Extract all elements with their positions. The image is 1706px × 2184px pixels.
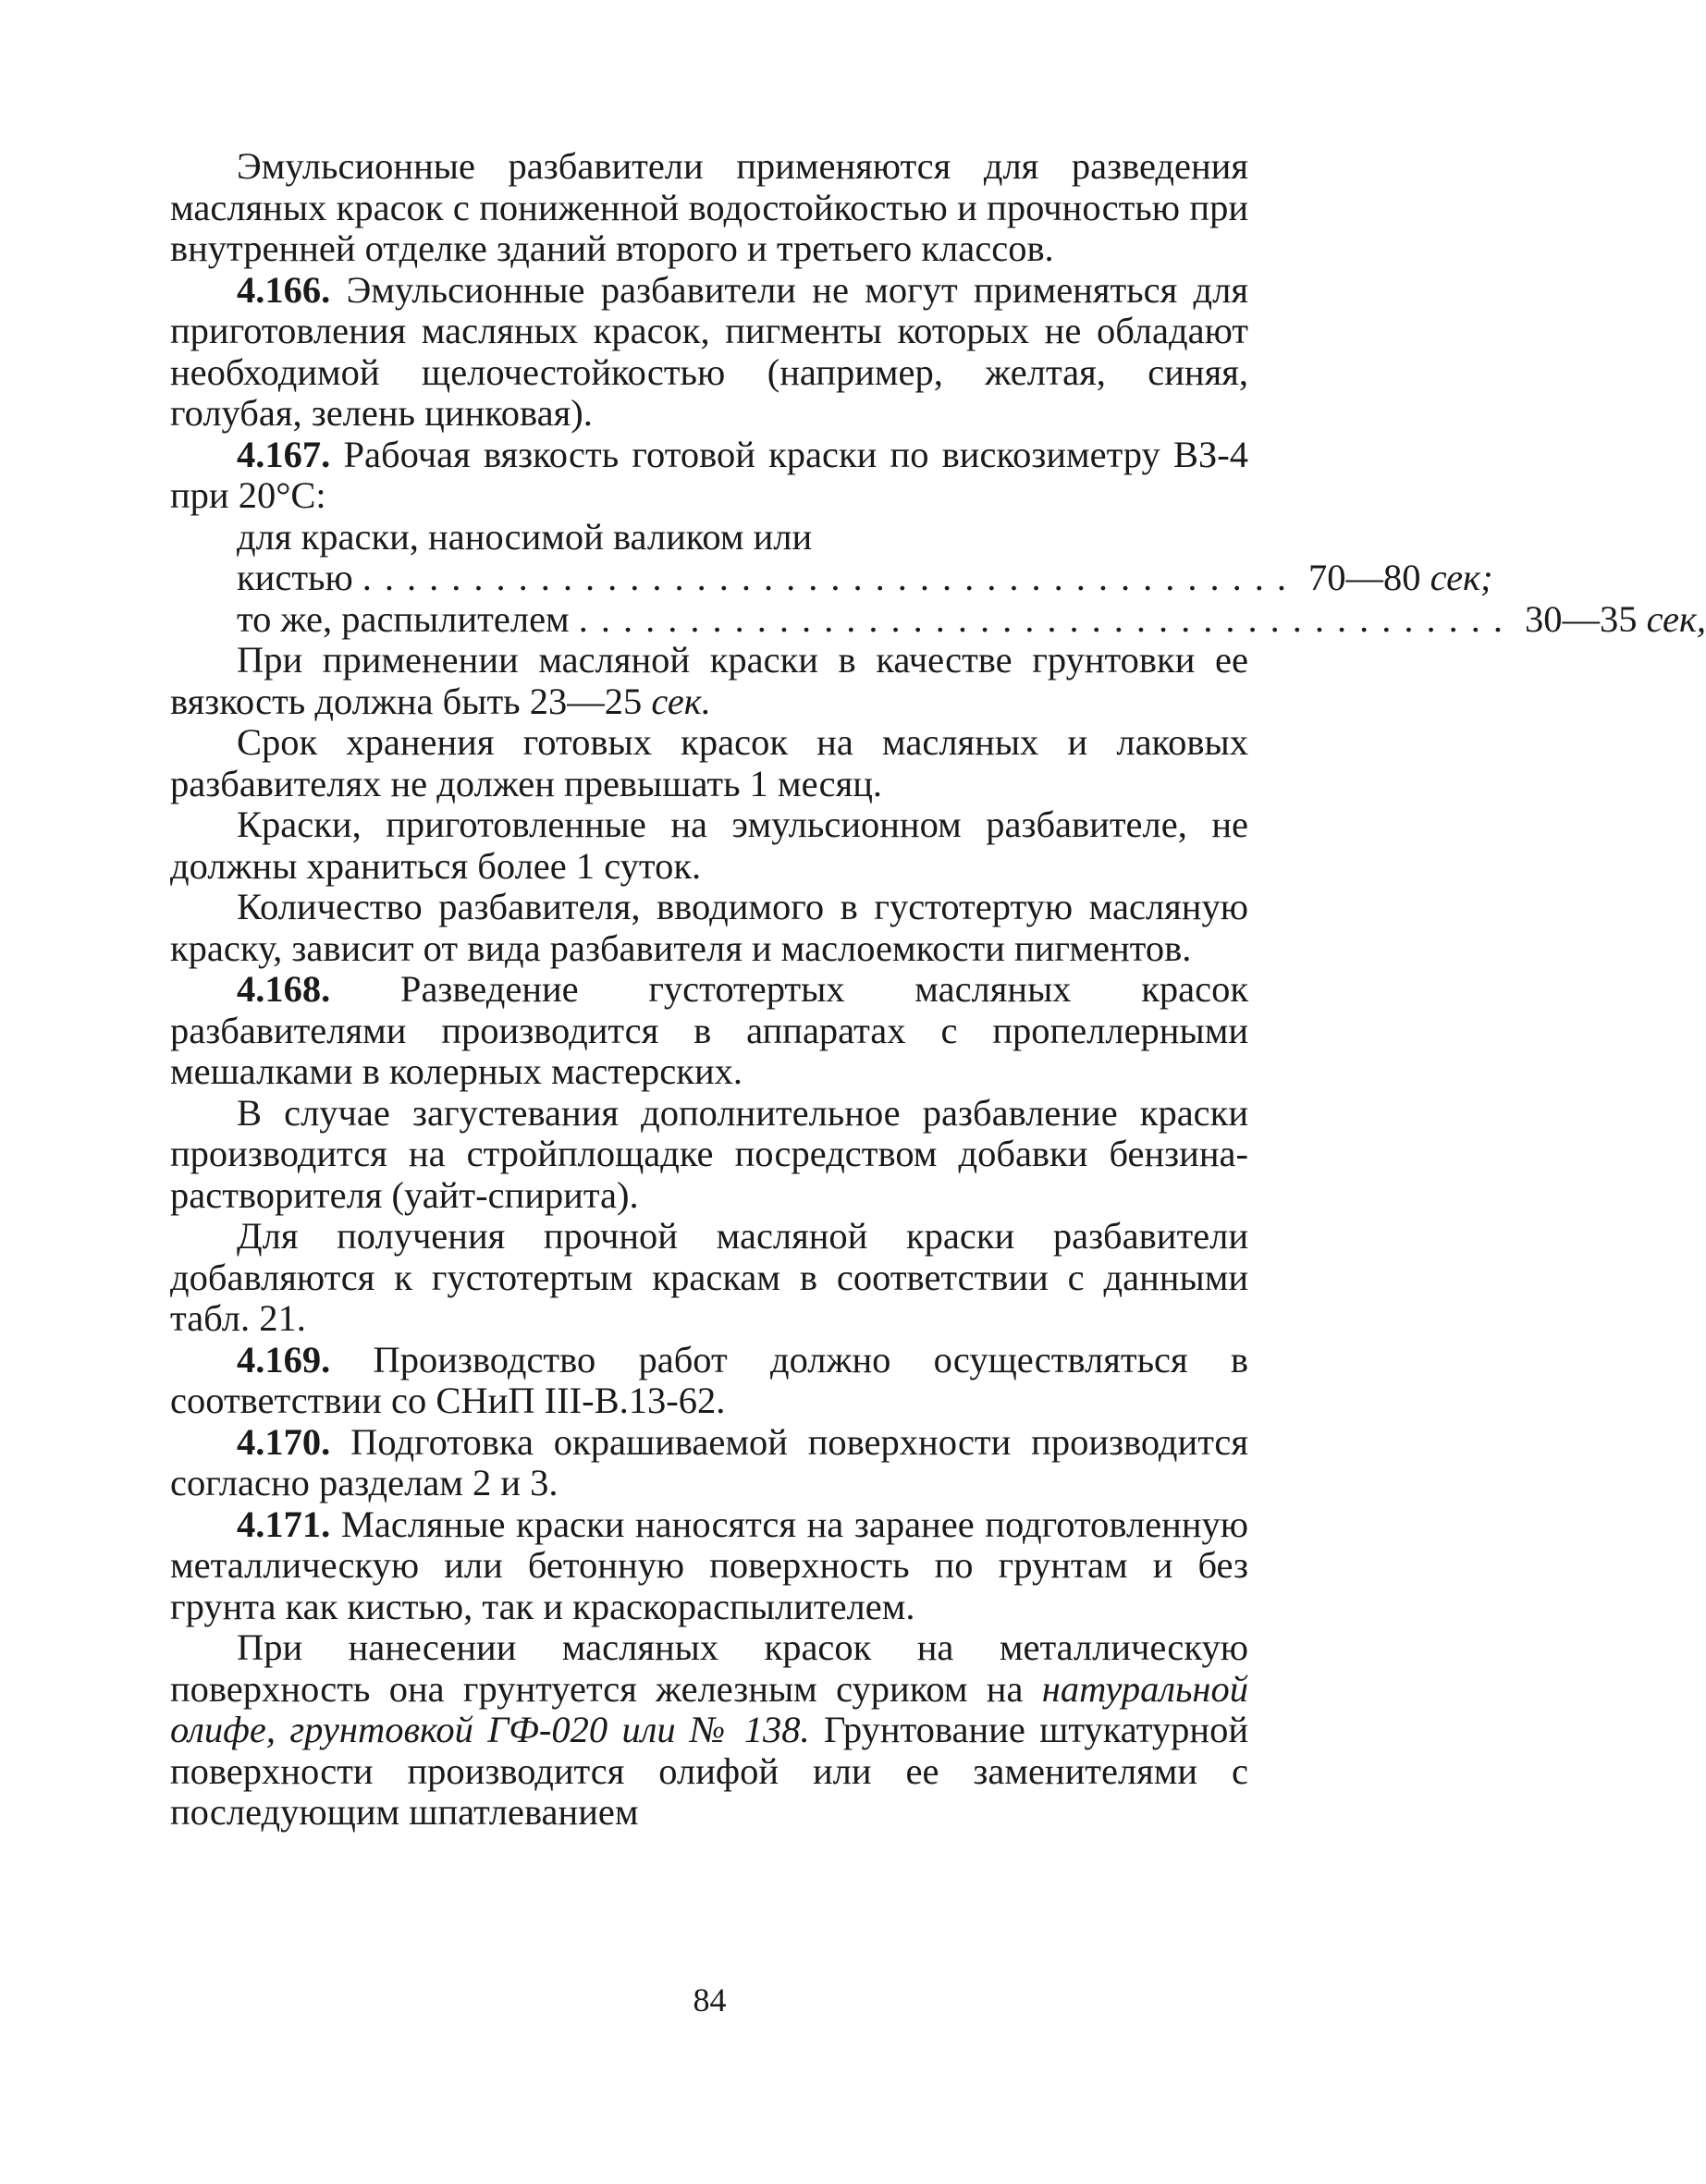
dot-leader: .......................................... bbox=[578, 597, 1516, 640]
paragraph-4-171 bbox=[170, 1504, 1248, 1628]
paragraph-text: Эмульсионные разбавители не могут применяться для приготовления масляных красок, пигменты которых не обладают необходимой щелочестойкостью (например, желтая, синяя, голубая, зелень цинковая). bbox=[170, 268, 1248, 434]
page-body bbox=[170, 145, 1706, 1834]
section-number: 4.169. bbox=[237, 1338, 331, 1380]
paragraph-text: Эмульсионные разбавители применяются для разведения масляных красок с пониженной водостойкостью и прочностью при внутренней отделке зданий второго и третьего классов. bbox=[170, 145, 1248, 269]
section-number: 4.171. bbox=[237, 1503, 331, 1545]
paragraph bbox=[170, 804, 1248, 887]
dot-leader: .......................................... bbox=[362, 557, 1300, 598]
paragraph-4-166 bbox=[170, 270, 1248, 435]
paragraph-text: При нанесении масляных красок на металлическую поверхность она грунтуется железным суриком на bbox=[170, 1626, 1248, 1710]
paragraph-4-167 bbox=[170, 435, 1248, 517]
paragraph-text: Количество разбавителя, вводимого в густотертую масляную краску, зависит от вида разбавителя и маслоемкости пигментов. bbox=[170, 886, 1248, 969]
paragraph-text: В случае загустевания дополнительное разбавление краски производится на стройплощадке посредством добавки бензина-растворителя (уайт-спирита). bbox=[170, 1091, 1248, 1216]
spec-label: кистью bbox=[237, 557, 353, 598]
paragraph-text: Подготовка окрашиваемой поверхности производится согласно разделам 2 и 3. bbox=[170, 1420, 1249, 1503]
paragraph-4-170 bbox=[170, 1422, 1248, 1504]
paragraph-application bbox=[170, 1627, 1248, 1834]
paragraph bbox=[170, 722, 1248, 804]
paragraph-text: Краски, приготовленные на эмульсионном разбавителе, не должны храниться более 1 суток. bbox=[170, 804, 1248, 887]
paragraph bbox=[170, 1093, 1248, 1217]
section-number: 4.168. bbox=[237, 968, 331, 1010]
spec-row-header bbox=[237, 517, 1248, 558]
paragraph-text: Грунтование штукатурной поверхности производится олифой или ее заменителями с последующим шпатлеванием bbox=[170, 1709, 1248, 1833]
paragraph-4-168 bbox=[170, 969, 1248, 1093]
paragraph-4-169 bbox=[170, 1340, 1248, 1422]
unit-text: сек. bbox=[651, 680, 711, 722]
paragraph bbox=[170, 1216, 1248, 1340]
paragraph bbox=[170, 887, 1248, 969]
paragraph-text: Масляные краски наносятся на заранее подготовленную металлическую или бетонную поверхность по грунтам и без грунта как кистью, так и краскораспылителем. bbox=[170, 1503, 1249, 1627]
section-number: 4.166. bbox=[237, 268, 331, 311]
paragraph bbox=[170, 146, 1248, 270]
section-number: 4.167. bbox=[237, 433, 331, 475]
spec-value: 70—80 сек; bbox=[1308, 557, 1493, 598]
spec-row-brush bbox=[237, 557, 1493, 599]
viscosity-spec-list bbox=[237, 515, 1706, 641]
page-number: 84 bbox=[693, 1982, 727, 2018]
section-number: 4.170. bbox=[237, 1420, 331, 1463]
paragraph-primer-viscosity bbox=[170, 640, 1248, 722]
spec-label: то же, распылителем bbox=[237, 597, 570, 640]
paragraph-text: При применении масляной краски в качестве грунтовки ее вязкость должна быть 23—25 bbox=[170, 639, 1248, 722]
paragraph-text: Рабочая вязкость готовой краски по вискозиметру ВЗ-4 при 20°С: bbox=[170, 433, 1249, 516]
spec-value: 30—35 сек, bbox=[1524, 597, 1706, 640]
spec-label: для краски, наносимой валиком или bbox=[237, 515, 813, 558]
paragraph-text: Для получения прочной масляной краски разбавители добавляются к густотертым краскам в соответствии с данными табл. 21. bbox=[170, 1215, 1248, 1339]
paragraph-text: Разведение густотертых масляных красок разбавителями производится в аппаратах с пропеллерными мешалками в колерных мастерских. bbox=[170, 968, 1248, 1092]
paragraph-italic-text: натуральной олифе, грунтовкой ГФ-020 или № 138. bbox=[170, 1667, 1249, 1750]
paragraph-text: Производство работ должно осуществляться в соответствии со СНиП III-В.13-62. bbox=[170, 1338, 1249, 1421]
paragraph-text: Срок хранения готовых красок на масляных и лаковых разбавителях не должен превышать 1 месяц. bbox=[170, 721, 1248, 804]
spec-row-spray bbox=[237, 597, 1706, 641]
